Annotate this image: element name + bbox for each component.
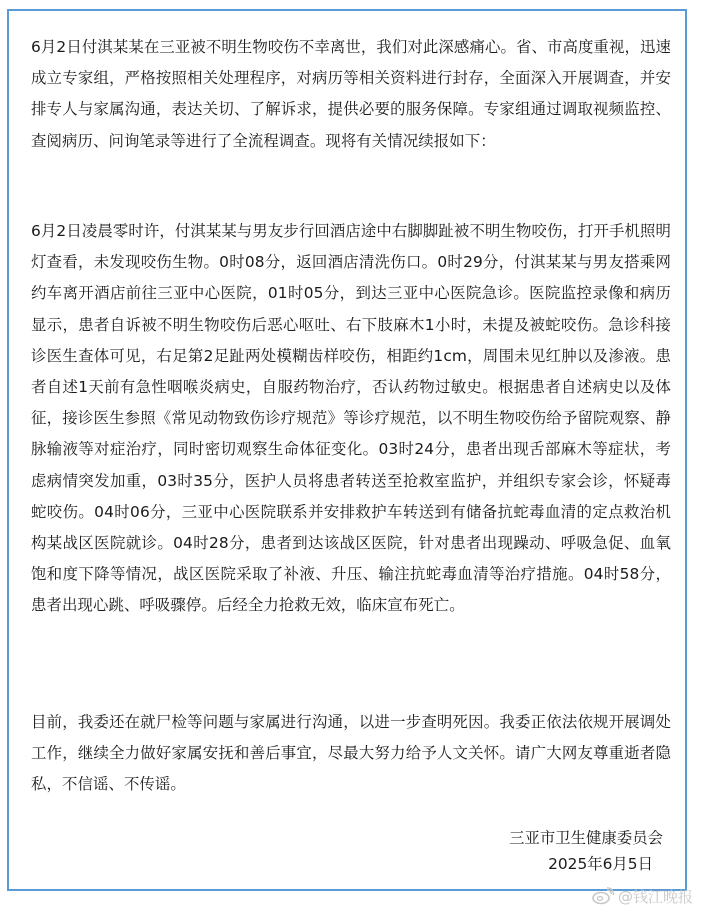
notice-paragraph-intro: 6月2日付淇某某在三亚被不明生物咬伤不幸离世，我们对此深感痛心。省、市高度重视，迅速成立专家组，严格按照相关处理程序，对病历等相关资料进行封存，全面深入开展调查，并安排专人与家属沟通，表达关切、了解诉求，提供必要的服务保障。专家组通过调取视频监控、查阅病历、问询笔录等进行了全流程调查。现将有关情况续报如下：: [31, 38, 671, 150]
signature-date: 2025年6月5日: [548, 855, 653, 873]
signature-organization: 三亚市卫生健康委员会: [509, 829, 663, 847]
notice-paragraph-timeline: 6月2日凌晨零时许，付淇某某与男友步行回酒店途中右脚脚趾被不明生物咬伤，打开手机照明灯查看，未发现咬伤生物。0时08分，返回酒店清洗伤口。0时29分，付淇某某与男友搭乘网约车离开酒店前往三亚中心医院，01时05分，到达三亚中心医院急诊。医院监控录像和病历显示，患者自诉被不明生物咬伤后恶心呕吐、右下肢麻木1小时，未提及被蛇咬伤。急诊科接诊医生查体可见，右足第2足趾两处模糊齿样咬伤，相距约1cm，周围未见红肿以及渗液。患者自述1天前有急性咽喉炎病史，自服药物治疗，否认药物过敏史。根据患者自述病史以及体征，接诊医生参照《常见动物致伤诊疗规范》等诊疗规范，以不明生物咬伤给予留院观察、静脉输液等对症治疗，同时密切观察生命体征变化。03时24分，患者出现舌部麻木等症状，考虑病情突发加重，03时35分，医护人员将患者转送至抢救室监护，并组织专家会诊，怀疑毒蛇咬伤。04时06分，三亚中心医院联系并安排救护车转送到有储备抗蛇毒血清的定点救治机构某战区医院就诊。04时28分，患者到达该战区医院，针对患者出现躁动、呼吸急促、血氧饱和度下降等情况，战区医院采取了补液、升压、输注抗蛇毒血清等治疗措施。04时58分，患者出现心跳、呼吸骤停。后经全力抢救无效，临床宣布死亡。: [31, 222, 671, 615]
notice-paragraph-current: 目前，我委还在就尸检等问题与家属进行沟通，以进一步查明死因。我委正依法依规开展调处工作，继续全力做好家属安抚和善后事宜，尽最大努力给予人文关怀。请广大网友尊重逝者隐私，不信谣、不传谣。: [31, 713, 671, 794]
watermark: [592, 885, 693, 907]
weibo-icon: [592, 887, 614, 905]
watermark-text: @钱江晚报: [617, 887, 693, 906]
